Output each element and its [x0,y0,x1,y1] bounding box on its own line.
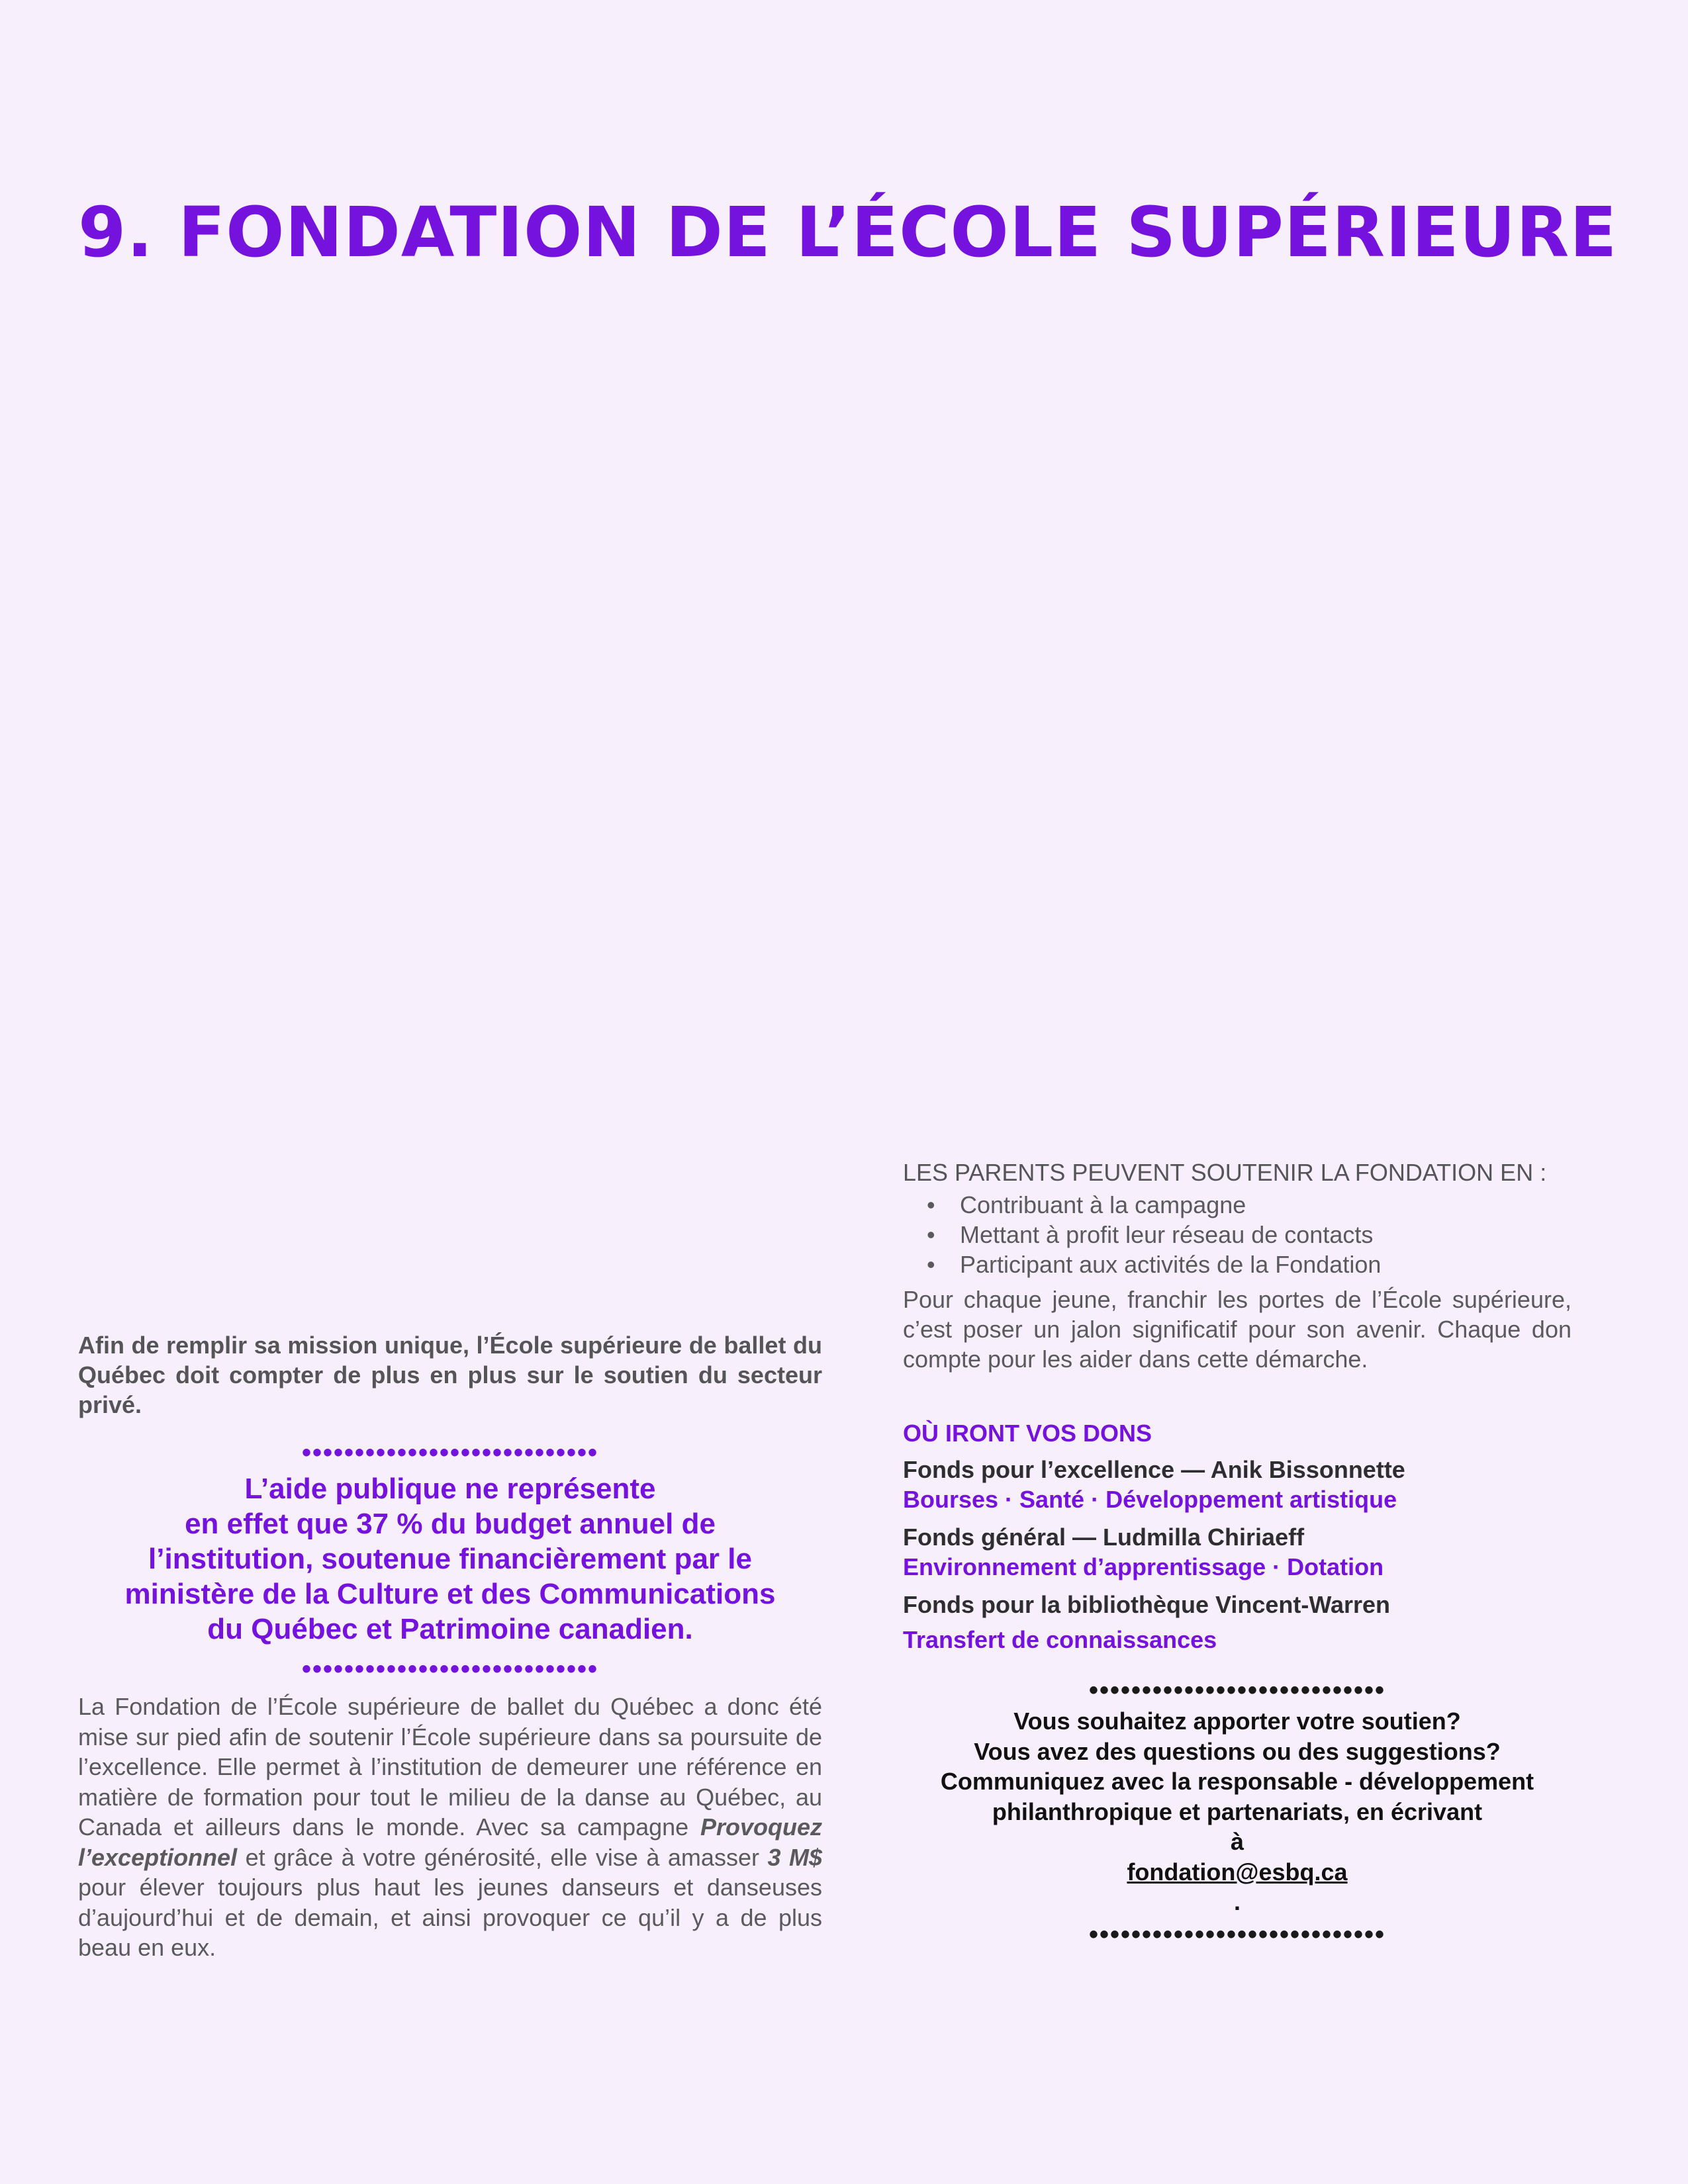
dotted-divider-contact-bottom: •••••••••••••••••••••••••••• [1088,1921,1386,1948]
bullet-icon: • [927,1191,935,1218]
right-column [903,1158,1571,1948]
contact-line: Vous souhaitez apporter votre soutien? [1013,1707,1461,1735]
contact-line: Communiquez avec la responsable - développement [940,1768,1534,1795]
pull-quote-line: en effet que 37 % du budget annuel de [185,1508,716,1540]
donations-heading: OÙ IRONT VOS DONS [903,1420,1152,1447]
contact-block [903,1706,1571,1917]
contact-line: philanthropique et partenariats, en écrivant [992,1797,1483,1825]
fund-tags: Transfert de connaissances [903,1626,1217,1653]
pull-quote-line: l’institution, soutenue financièrement par le [148,1543,752,1575]
fund-tags: Environnement d’apprentissage · Dotation [903,1553,1384,1580]
fund-tags: Bourses · Santé · Développement artistique [903,1486,1397,1513]
bullet-icon: • [927,1251,935,1278]
pull-quote-line: ministère de la Culture et des Communications [124,1578,776,1610]
foundation-description: La Fondation de l’École supérieure de ballet du Québec a donc été mise sur pied afin de soutenir l’École supérieure dans sa poursuite de l’excellence. Elle permet à l’institution de demeurer une référence en matière de formation pour tout le milieu de la danse au Québec, au Canada et ailleurs dans le monde. Avec sa campagne Provoquez l’exceptionnel et grâce à votre générosité, elle vise à amasser 3 M$ pour élever toujours plus haut les jeunes danseurs et danseuses d’aujourd’hui et de demain, et ainsi provoquer ce qu’il y a de plus beau en eux. [78,1693,823,1961]
pull-quote-line: du Québec et Patrimoine canadien. [207,1613,693,1645]
fund-name: Fonds pour la bibliothèque Vincent-Warren [903,1591,1391,1618]
campaign-goal: 3 M$ [767,1843,823,1871]
donation-paragraph: Pour chaque jeune, franchir les portes de l’École supérieure, c’est poser un jalon significatif pour son avenir. Chaque don compte pour les aider dans cette démarche. [903,1286,1571,1373]
dotted-divider-top: •••••••••••••••••••••••••••• [301,1439,599,1466]
parents-list [903,1190,1571,1279]
pull-quote-line: L’aide publique ne représente [244,1473,656,1505]
dotted-divider-bottom: •••••••••••••••••••••••••••• [301,1656,599,1682]
left-column [78,1330,822,1963]
parents-heading: LES PARENTS PEUVENT SOUTENIR LA FONDATION EN : [903,1159,1547,1186]
email-link[interactable]: fondation@esbq.ca [1127,1858,1348,1886]
fund-name: Fonds pour l’excellence — Anik Bissonnette [903,1456,1405,1483]
fund-name: Fonds général — Ludmilla Chiriaeff [903,1524,1305,1551]
campaign-name: Provoquez l’exceptionnel [78,1813,822,1871]
bullet-icon: • [927,1221,935,1248]
page-title: 9. FONDATION DE L’ÉCOLE SUPÉRIEURE [78,192,1618,273]
dotted-divider-contact-top: •••••••••••••••••••••••••••• [1088,1677,1386,1704]
list-item: • Contribuant à la campagne [927,1191,1246,1218]
contact-email-line: à fondation@esbq.ca . [1127,1828,1348,1915]
intro-paragraph: Afin de remplir sa mission unique, l’École supérieure de ballet du Québec doit compter de plus en plus sur le soutien du secteur privé. [78,1332,822,1418]
contact-line: Vous avez des questions ou des suggestions? [974,1737,1501,1765]
pull-quote [78,1471,822,1647]
list-item: • Mettant à profit leur réseau de contacts [927,1221,1374,1248]
list-item: • Participant aux activités de la Fondation [927,1251,1382,1278]
